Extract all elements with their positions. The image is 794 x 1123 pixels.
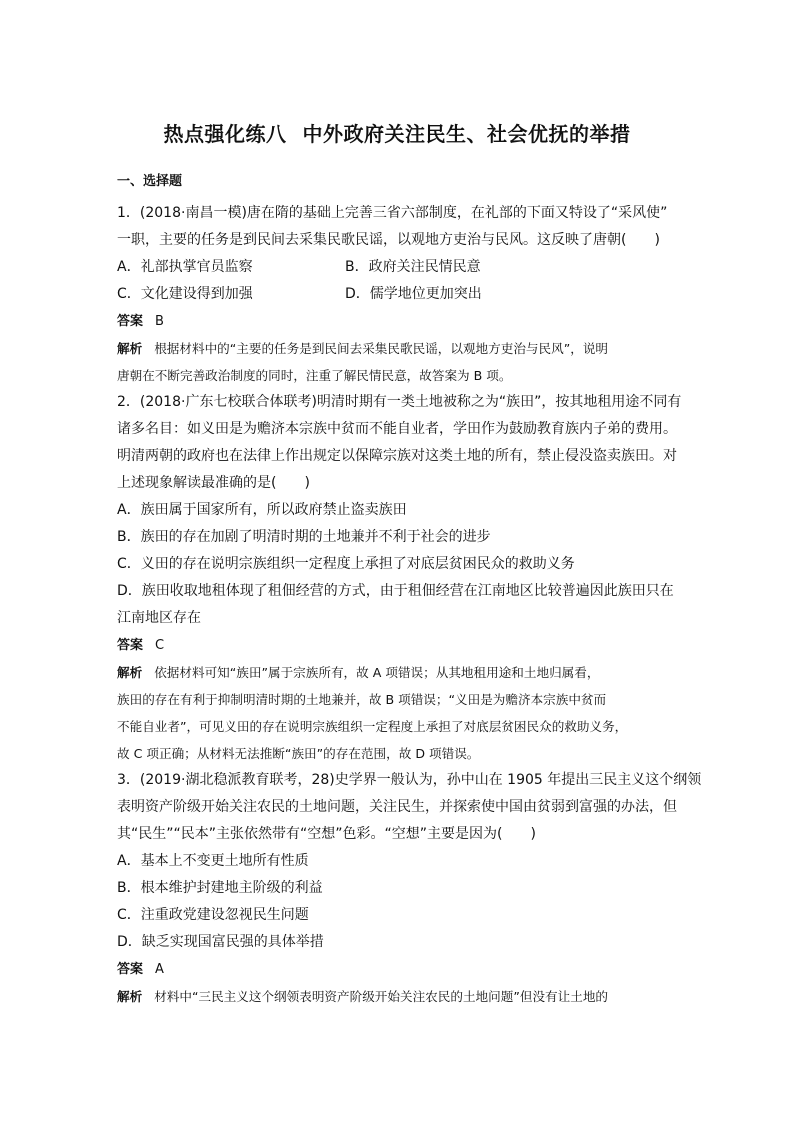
q2-option-c: C．义田的存在说明宗族组织一定程度上承担了对底层贫困民众的救助义务 xyxy=(117,556,575,572)
q1-analysis-line1 xyxy=(117,335,677,362)
q1-option-c: C．文化建设得到加强 xyxy=(117,286,253,302)
page-title xyxy=(0,119,794,149)
q2-stem-line4: 上述现象解读最准确的是( ) xyxy=(117,475,310,491)
title-part1: 热点强化练八 xyxy=(163,122,287,146)
q3-option-c: C．注重政党建设忽视民生问题 xyxy=(117,907,309,923)
title-part2: 中外政府关注民生、社会优抚的举措 xyxy=(302,122,631,146)
q2-answer-value: C xyxy=(155,638,165,653)
q1-answer-value: B xyxy=(155,314,164,329)
q2-answer xyxy=(117,632,677,659)
q1-option-d: D．儒学地位更加突出 xyxy=(345,286,482,302)
q2-option-b: B．族田的存在加剧了明清时期的土地兼并不利于社会的进步 xyxy=(117,529,491,545)
q3-analysis-line1 xyxy=(117,983,677,1010)
q2-analysis-line1 xyxy=(117,659,677,686)
q1-answer-label: 答案 xyxy=(117,314,144,329)
q3-answer xyxy=(117,956,677,983)
q3-option-a: A．基本上不变更土地所有性质 xyxy=(117,853,309,869)
q2-analysis-text1: 依据材料可知“族田”属于宗族所有，故 A 项错误；从其地租用途和土地归属看， xyxy=(154,665,600,680)
q2-stem-line3: 明清两朝的政府也在法律上作出规定以保障宗族对这类土地的所有，禁止侵没盗卖族田。对 xyxy=(117,448,677,464)
q1-analysis-text1: 根据材料中的“主要的任务是到民间去采集民歌民谣，以观地方吏治与民风”，说明 xyxy=(154,341,609,356)
q2-analysis-line4: 故 C 项正确；从材料无法推断“族田”的存在范围，故 D 项错误。 xyxy=(117,746,480,761)
q3-analysis-label: 解析 xyxy=(117,989,143,1004)
q1-analysis-label: 解析 xyxy=(117,341,143,356)
q2-option-d-line1: D．族田收取地租体现了租佃经营的方式，由于租佃经营在江南地区比较普遍因此族田只在 xyxy=(117,583,674,599)
question-list xyxy=(117,200,702,1010)
q3-option-d: D．缺乏实现国富民强的具体举措 xyxy=(117,934,324,950)
q2-analysis-line3: 不能自业者”，可见义田的存在说明宗族组织一定程度上承担了对底层贫困民众的救助义务， xyxy=(117,719,628,734)
q2-stem-line2: 诸多名目：如义田是为赡济本宗族中贫而不能自业者，学田作为鼓励教育族内子弟的费用。 xyxy=(117,421,677,437)
q1-analysis-line2: 唐朝在不断完善政治制度的同时，注重了解民情民意，故答案为 B 项。 xyxy=(117,368,512,383)
q3-stem-line2: 表明资产阶级开始关注农民的土地问题，关注民生，并探索使中国由贫弱到富强的办法，但 xyxy=(117,799,677,815)
section-heading: 一、选择题 xyxy=(117,174,183,189)
q1-answer xyxy=(117,308,677,335)
q2-stem-line1: 2．(2018·广东七校联合体联考)明清时期有一类土地被称之为“族田”，按其地租用途不同有 xyxy=(117,394,682,410)
q2-analysis-line2: 族田的存在有利于抑制明清时期的土地兼并，故 B 项错误；“义田是为赡济本宗族中贫而 xyxy=(117,692,607,707)
q3-analysis-text1: 材料中“三民主义这个纲领表明资产阶级开始关注农民的土地问题”但没有让土地的 xyxy=(154,989,609,1004)
q3-answer-label: 答案 xyxy=(117,962,144,977)
q2-analysis-label: 解析 xyxy=(117,665,143,680)
q2-option-d-line2: 江南地区存在 xyxy=(117,610,201,626)
q1-stem-line1: 1．(2018·南昌一模)唐在隋的基础上完善三省六部制度，在礼部的下面又特设了“采风使” xyxy=(117,205,668,221)
q3-stem-line1: 3．(2019·湖北稳派教育联考，28)史学界一般认为，孙中山在 1905 年提出三民主义这个纲领 xyxy=(117,772,702,788)
q3-option-b: B．根本维护封建地主阶级的利益 xyxy=(117,880,323,896)
q3-stem-line3: 其“民生”“民本”主张依然带有“空想”色彩。“空想”主要是因为( ) xyxy=(117,826,536,842)
q1-stem-line2: 一职，主要的任务是到民间去采集民歌民谣，以观地方吏治与民风。这反映了唐朝( ) xyxy=(117,232,660,248)
q2-option-a: A．族田属于国家所有，所以政府禁止盗卖族田 xyxy=(117,502,407,518)
q2-answer-label: 答案 xyxy=(117,638,144,653)
q3-answer-value: A xyxy=(155,962,164,977)
q1-options-row1 xyxy=(117,254,677,281)
q1-options-row2 xyxy=(117,281,677,308)
q1-option-b: B．政府关注民情民意 xyxy=(345,259,481,275)
q1-option-a: A．礼部执掌官员监察 xyxy=(117,259,253,275)
